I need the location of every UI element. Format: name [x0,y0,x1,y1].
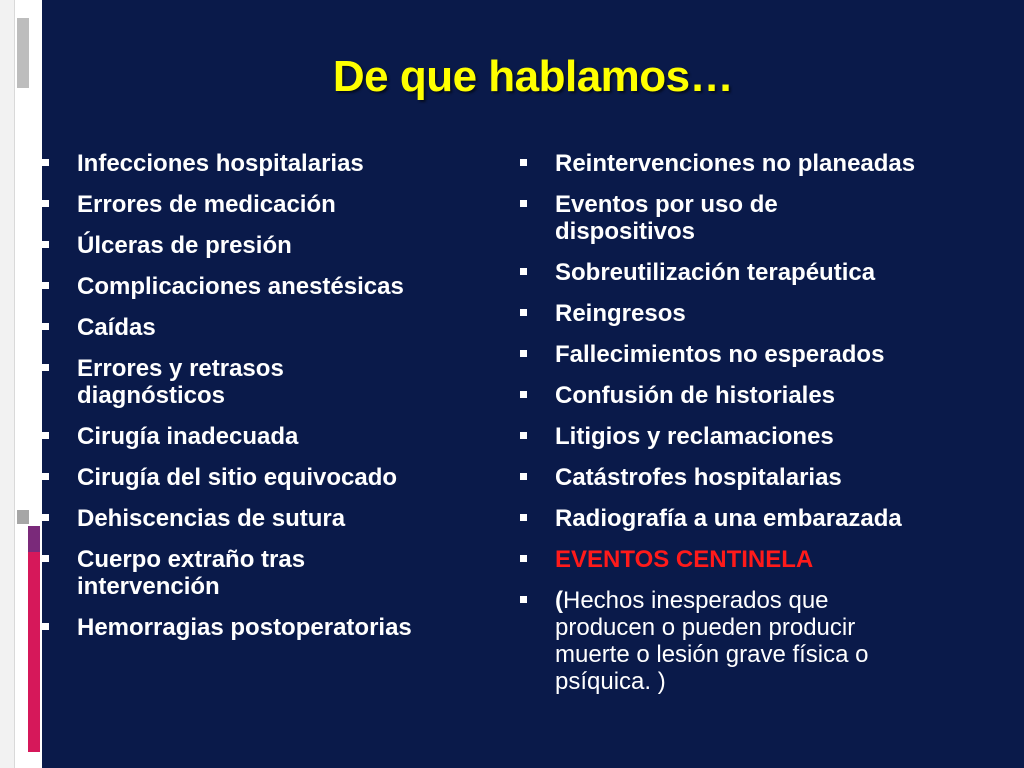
bullet-square-icon [520,200,527,207]
bullet-square-icon [42,282,49,289]
bullet-square-icon [520,309,527,316]
bullet-square-icon [42,323,49,330]
list-item: Infecciones hospitalarias [42,150,512,177]
bullet-square-icon [520,159,527,166]
bullet-square-icon [520,432,527,439]
list-item: Úlceras de presión [42,232,512,259]
list-item-note: (Hechos inesperados que producen o pueden producir muerte o lesión grave física o psíquica. ) [520,587,895,695]
bullet-square-icon [42,241,49,248]
list-item: Cuerpo extraño tras intervención [42,546,377,600]
bullet-square-icon [520,391,527,398]
list-item: Complicaciones anestésicas [42,273,512,300]
list-item: Dehiscencias de sutura [42,505,512,532]
list-item: Errores de medicación [42,191,512,218]
bullet-square-icon [42,473,49,480]
bullet-square-icon [520,514,527,521]
sidebar-accent-gray-2 [17,510,29,524]
list-item: Confusión de historiales [520,382,1020,409]
list-item: Hemorragias postoperatorias [42,614,512,641]
list-item: Errores y retrasos diagnósticos [42,355,357,409]
bullet-square-icon [520,555,527,562]
slide-sidebar [0,0,42,768]
right-list [520,150,1020,709]
list-item-highlight: EVENTOS CENTINELA [520,546,1020,573]
list-item: Catástrofes hospitalarias [520,464,1020,491]
bullet-square-icon [42,555,49,562]
left-list [42,150,512,655]
sidebar-stripe [0,0,15,768]
list-item: Cirugía del sitio equivocado [42,464,512,491]
sidebar-accent-gray [17,18,29,88]
list-item: Reingresos [520,300,1020,327]
bullet-square-icon [520,596,527,603]
list-item: Eventos por uso de dispositivos [520,191,855,245]
bullet-square-icon [42,364,49,371]
bullet-square-icon [42,623,49,630]
bullet-square-icon [520,350,527,357]
sidebar-accent-purple [28,526,40,552]
list-item: Caídas [42,314,512,341]
bullet-square-icon [42,514,49,521]
list-item: Reintervenciones no planeadas [520,150,1020,177]
slide [42,0,1024,768]
list-item: Litigios y reclamaciones [520,423,1020,450]
bullet-square-icon [520,268,527,275]
sidebar-accent-pink [28,552,40,752]
bullet-square-icon [42,200,49,207]
list-item: Radiografía a una embarazada [520,505,1020,532]
bullet-square-icon [42,159,49,166]
bullet-square-icon [520,473,527,480]
list-item: Cirugía inadecuada [42,423,512,450]
list-item: Sobreutilización terapéutica [520,259,1020,286]
slide-title: De que hablamos… [332,52,734,101]
list-item: Fallecimientos no esperados [520,341,1020,368]
bullet-square-icon [42,432,49,439]
